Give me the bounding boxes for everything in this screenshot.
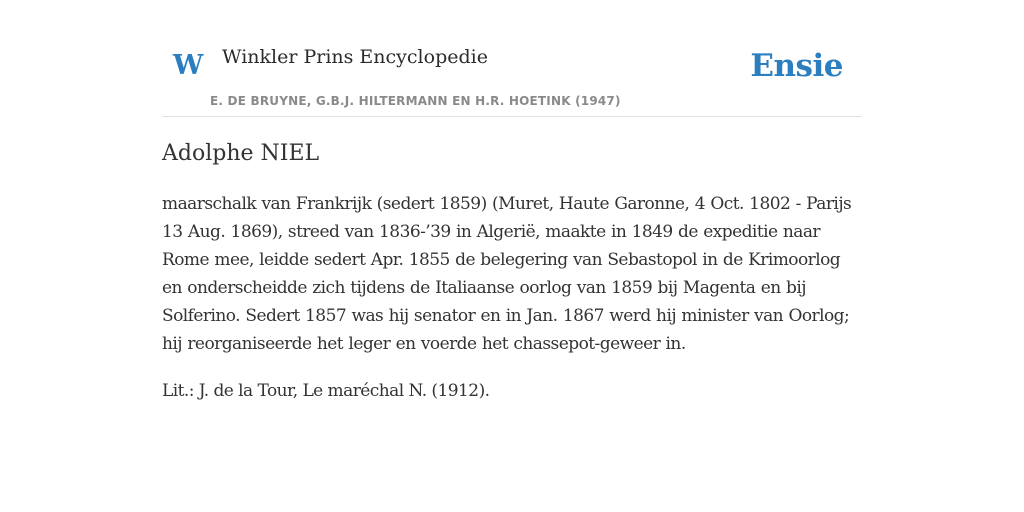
article-body: maarschalk van Frankrijk (sedert 1859) (Muret, Haute Garonne, 4 Oct. 1802 - Parijs 13 Aug. 1869), streed van 1836-’39 in Algerië, maakte in 1849 de expeditie naar Rome mee, leidde sedert Apr. 1855 de belegering van Sebastopol in de Krimoorlog en onderscheidde zich tijdens de Italiaanse oorlog van 1859 bij Magenta en bij Solferino. Sedert 1857 was hij senator en in Jan. 1867 werd hij minister van Oorlog; hij reorganiseerde het leger en voerde het chassepot-geweer in. bbox=[162, 194, 852, 354]
source-title[interactable]: Winkler Prins Encyclopedie bbox=[222, 46, 488, 68]
ensie-logo[interactable]: Ensie bbox=[750, 48, 843, 84]
literature-reference: Lit.: J. de la Tour, Le maréchal N. (1912). bbox=[162, 381, 490, 401]
source-header bbox=[162, 0, 862, 117]
article bbox=[162, 138, 864, 405]
source-authors: E. DE BRUYNE, G.B.J. HILTERMANN EN H.R. HOETINK (1947) bbox=[210, 94, 621, 108]
winkler-prins-logo[interactable]: W bbox=[173, 50, 204, 81]
page-title: Adolphe NIEL bbox=[162, 141, 320, 166]
